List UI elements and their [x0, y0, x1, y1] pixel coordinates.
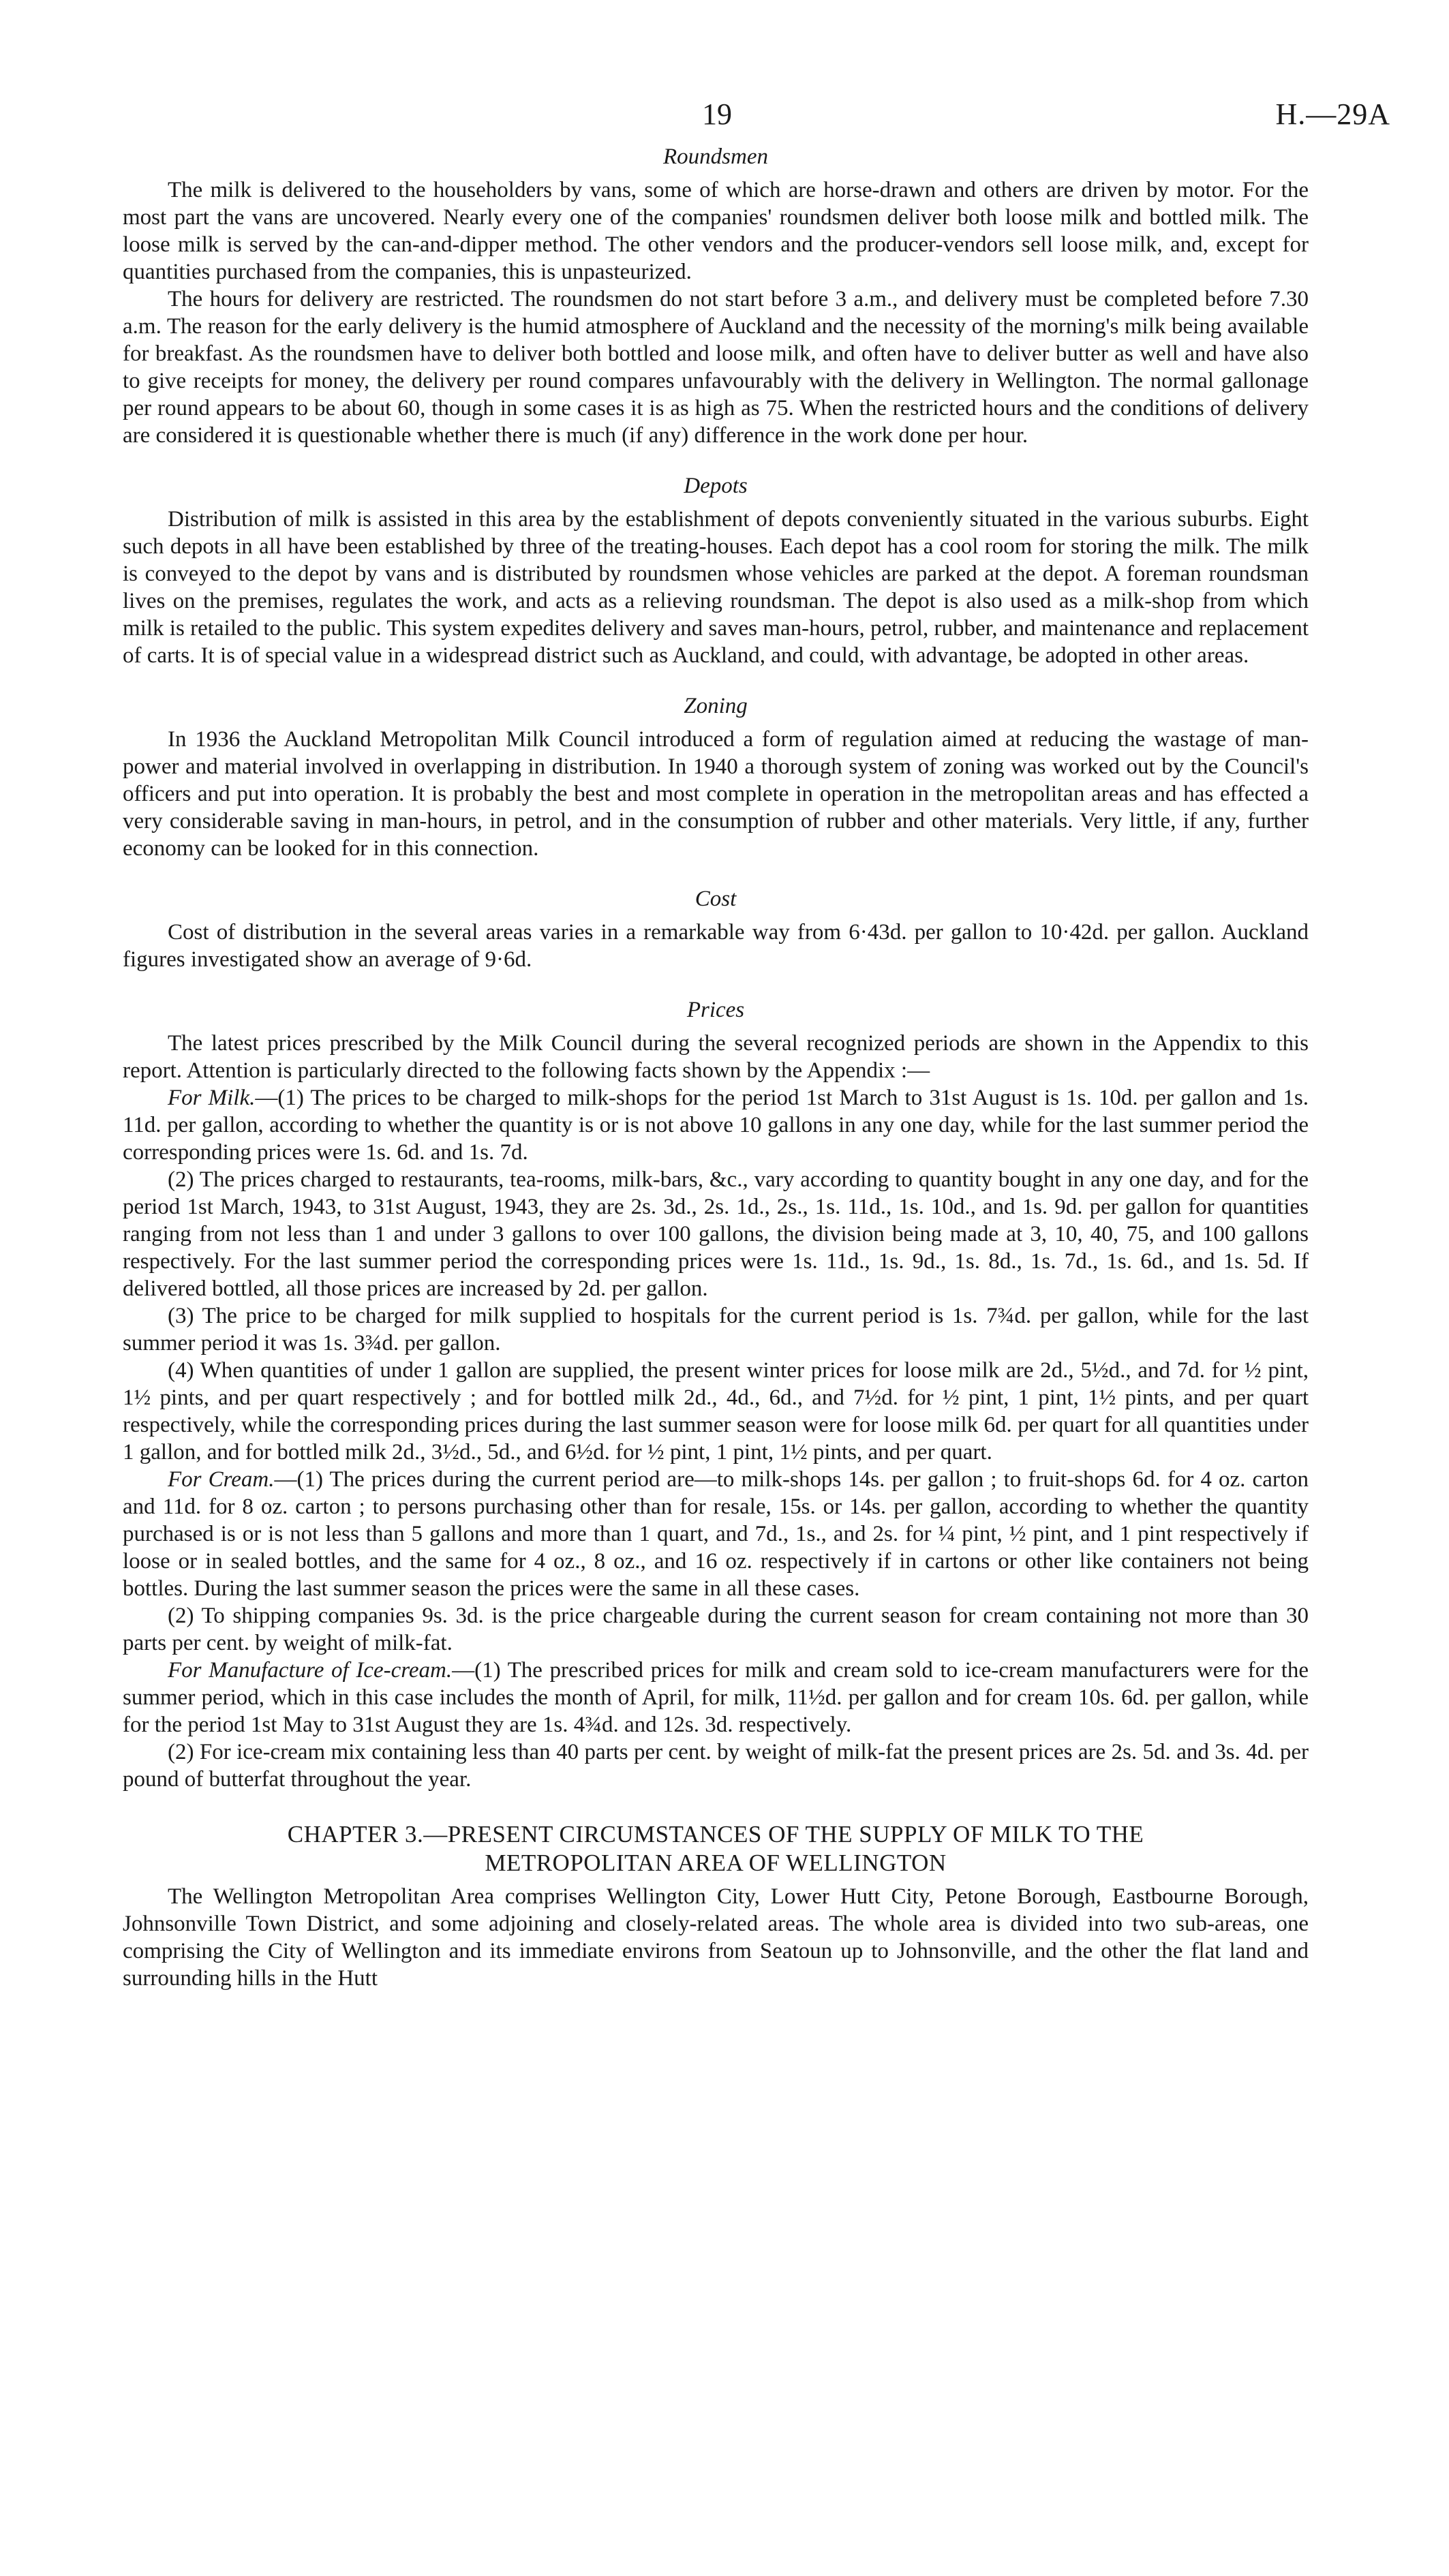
section-title-roundsmen: Roundsmen: [663, 144, 768, 169]
document-reference: H.—29A: [1275, 97, 1390, 131]
paragraph: (2) To shipping companies 9s. 3d. is the price chargeable during the current season for cream containing not more than 30 parts per cent. by weight of milk-fat.: [123, 1604, 1309, 1655]
chapter-heading-line-1: CHAPTER 3.—PRESENT CIRCUMSTANCES OF THE SUPPLY OF MILK TO THE: [287, 1821, 1144, 1847]
paragraph: The latest prices prescribed by the Milk Council during the several recognized periods are shown in the Appendix to this report. Attention is particularly directed to the following facts shown by the Appendix :—: [123, 1031, 1309, 1083]
cream-label: For Cream.: [168, 1467, 275, 1492]
paragraph: Distribution of milk is assisted in this area by the establishment of depots conveniently situated in the various suburbs. Eight such depots in all have been established by three of the treating-houses. Each depot has a cool room for storing the milk. The milk is conveyed to the depot by vans and is distributed by roundsmen whose vehicles are parked at the depot. A foreman roundsman lives on the premises, regulates the work, and acts as a relieving roundsman. The depot is also used as a milk-shop from which milk is retailed to the public. This system expedites delivery and saves man-hours, petrol, rubber, and maintenance and replacement of carts. It is of special value in a widespread district such as Auckland, and could, with advantage, be adopted in other areas.: [123, 507, 1309, 668]
section-title-zoning: Zoning: [684, 694, 748, 718]
section-title-cost: Cost: [695, 887, 737, 911]
chapter-heading: [123, 1820, 1309, 1877]
section-title-depots: Depots: [684, 474, 748, 498]
paragraph: In 1936 the Auckland Metropolitan Milk Council introduced a form of regulation aimed at reducing the wastage of man-power and material involved in overlapping in distribution. In 1940 a thorough system of zoning was worked out by the Council's officers and put into operation. It is probably the best and most complete in operation in the metropolitan areas and has effected a very considerable saving in man-hours, in petrol, and in the consumption of rubber and other materials. Very little, if any, further economy can be looked for in this connection.: [123, 727, 1309, 861]
milk-1-text: —(1) The prices to be charged to milk-shops for the period 1st March to 31st August is 1s. 10d. per gallon and 1s. 11d. per gallon, according to whether the quantity is or is not above 10 gallons in any one day, while for the last summer period the corresponding prices were 1s. 6d. and 1s. 7d.: [123, 1086, 1309, 1165]
section-title-prices: Prices: [686, 998, 745, 1022]
paragraph: The milk is delivered to the householders by vans, some of which are horse-drawn and others are driven by motor. For the most part the vans are uncovered. Nearly every one of the companies' roundsmen deliver both loose milk and bottled milk. The loose milk is served by the can-and-dipper method. The other vendors and the producer-vendors sell loose milk, and, except for quantities purchased from the companies, this is unpasteurized.: [123, 178, 1309, 284]
document-page: [123, 89, 1390, 1992]
page-header: [123, 89, 1390, 136]
ice-1-text: —(1) The prescribed prices for milk and cream sold to ice-cream manufacturers were for the summer period, which in this case includes the month of April, for milk, 11½d. per gallon and for cream 10s. 6d. per gallon, while for the period 1st May to 31st August they are 1s. 4¾d. and 12s. 3d. respectively.: [123, 1658, 1309, 1737]
page-number: 19: [702, 97, 732, 131]
paragraph: The Wellington Metropolitan Area comprises Wellington City, Lower Hutt City, Petone Borough, Eastbourne Borough, Johnsonville Town District, and some adjoining and closely-related areas. The whole area is divided into two sub-areas, one comprising the City of Wellington and its immediate environs from Seatoun up to Johnsonville, and the other the flat land and surrounding hills in the Hutt: [123, 1884, 1309, 1991]
paragraph: The hours for delivery are restricted. The roundsmen do not start before 3 a.m., and delivery must be completed before 7.30 a.m. The reason for the early delivery is the humid atmosphere of Auckland and the necessity of the morning's milk being available for breakfast. As the roundsmen have to deliver both bottled and loose milk, and often have to deliver butter as well and have also to give receipts for money, the delivery per round compares unfavourably with the delivery in Wellington. The normal gallonage per round appears to be about 60, though in some cases it is as high as 75. When the restricted hours and the conditions of delivery are considered it is questionable whether there is much (if any) difference in the work done per hour.: [123, 287, 1309, 448]
paragraph: (2) For ice-cream mix containing less than 40 parts per cent. by weight of milk-fat the present prices are 2s. 5d. and 3s. 4d. per pound of butterfat throughout the year.: [123, 1740, 1309, 1792]
paragraph: (4) When quantities of under 1 gallon are supplied, the present winter prices for loose milk are 2d., 5½d., and 7d. for ½ pint, 1½ pints, and per quart respectively ; and for bottled milk 2d., 4d., 6d., and 7½d. for ½ pint, 1 pint, 1½ pints, and per quart respectively, while the corresponding prices during the last summer season were for loose milk 6d. per quart for all quantities under 1 gallon, and for bottled milk 2d., 3½d., 5d., and 6½d. for ½ pint, 1 pint, 1½ pints, and per quart.: [123, 1358, 1309, 1465]
paragraph: (3) The price to be charged for milk supplied to hospitals for the current period is 1s. 7¾d. per gallon, while for the last summer period it was 1s. 3¾d. per gallon.: [123, 1304, 1309, 1355]
paragraph-ice-1: [123, 1657, 1309, 1738]
ice-cream-label: For Manufacture of Ice-cream.: [168, 1658, 453, 1683]
paragraph-cream-1: [123, 1466, 1309, 1602]
milk-label: For Milk.: [168, 1086, 256, 1110]
paragraph: Cost of distribution in the several areas varies in a remarkable way from 6·43d. per gallon to 10·42d. per gallon. Auckland figures investigated show an average of 9·6d.: [123, 920, 1309, 972]
paragraph-milk-1: [123, 1084, 1309, 1166]
paragraph: (2) The prices charged to restaurants, tea-rooms, milk-bars, &c., vary according to quantity bought in any one day, and for the period 1st March, 1943, to 31st August, 1943, they are 2s. 3d., 2s. 1d., 2s., 1s. 11d., 1s. 10d., and 1s. 9d. per gallon for quantities ranging from not less than 1 and under 3 gallons to over 100 gallons, the division being made at 3, 10, 40, 75, and 100 gallons respectively. For the last summer period the corresponding prices were 1s. 11d., 1s. 9d., 1s. 8d., 1s. 7d., 1s. 6d., and 1s. 5d. If delivered bottled, all those prices are increased by 2d. per gallon.: [123, 1167, 1309, 1301]
cream-1-text: —(1) The prices during the current period are—to milk-shops 14s. per gallon ; to fruit-shops 6d. for 4 oz. carton and 11d. for 8 oz. carton ; to persons purchasing other than for resale, 15s. or 14s. per gallon, according to whether the quantity purchased is or is not less than 5 gallons and more than 1 quart, and 7d., 1s., and 2s. for ¼ pint, ½ pint, and 1 pint respectively if loose or in sealed bottles, and the same for 4 oz., 8 oz., and 16 oz. respectively if in cartons or other like containers not being bottles. During the last summer season the prices were the same in all these cases.: [123, 1467, 1309, 1601]
chapter-heading-line-2: METROPOLITAN AREA OF WELLINGTON: [485, 1850, 947, 1876]
